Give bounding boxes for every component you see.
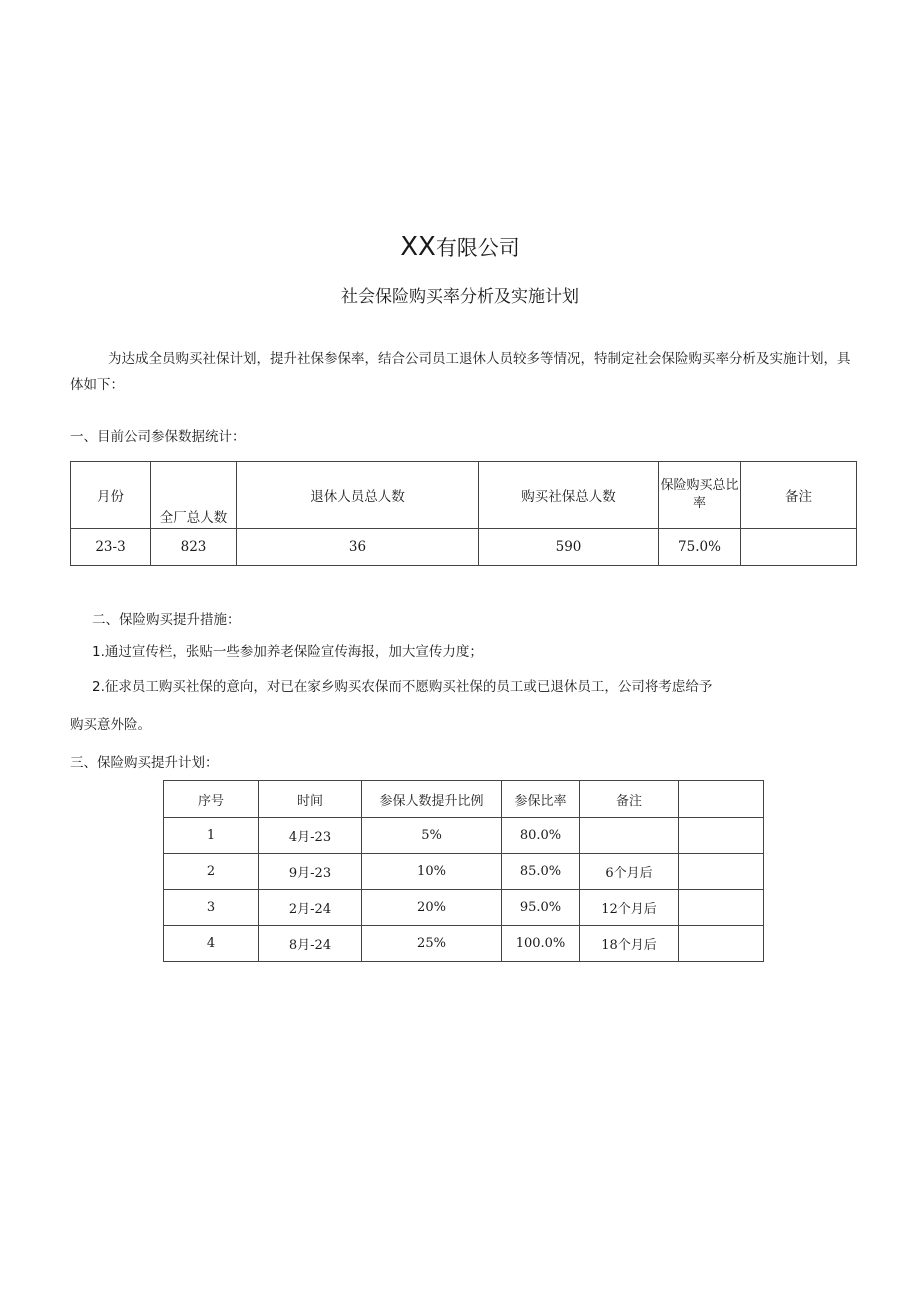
col-header-remarks: 备注 (741, 462, 857, 529)
cell-time: 8月-24 (259, 926, 362, 962)
table-row (164, 854, 764, 890)
col-header-increase-ratio: 参保人数提升比例 (362, 781, 502, 818)
table-row (164, 926, 764, 962)
col-header-blank (679, 781, 764, 818)
cell-insured-rate: 80.0% (502, 818, 580, 854)
section1-heading: 一、目前公司参保数据统计： (70, 429, 246, 445)
cell-remarks (580, 818, 679, 854)
table-row (71, 529, 857, 566)
col-header-month: 月份 (71, 462, 151, 529)
document-title (0, 232, 920, 262)
cell-increase-ratio: 5% (362, 818, 502, 854)
cell-insured-count: 590 (479, 529, 659, 566)
table-header-row (71, 462, 857, 529)
col-header-time: 时间 (259, 781, 362, 818)
cell-month: 23-3 (71, 529, 151, 566)
company-prefix: XX (400, 232, 436, 262)
col-header-remarks: 备注 (580, 781, 679, 818)
document-subtitle: 社会保险购买率分析及实施计划 (341, 287, 579, 307)
cell-increase-ratio: 20% (362, 890, 502, 926)
company-suffix: 有限公司 (435, 236, 520, 260)
measure-item-1: 1.通过宣传栏，张贴一些参加养老保险宣传海报，加大宣传力度； (92, 644, 483, 660)
cell-insured-rate: 95.0% (502, 890, 580, 926)
cell-blank (679, 926, 764, 962)
cell-insured-rate: 100.0% (502, 926, 580, 962)
cell-blank (679, 818, 764, 854)
col-header-index: 序号 (164, 781, 259, 818)
col-header-retired-count: 退休人员总人数 (237, 462, 479, 529)
cell-blank (679, 890, 764, 926)
cell-remarks: 12个月后 (580, 890, 679, 926)
cell-increase-ratio: 25% (362, 926, 502, 962)
intro-paragraph: 为达成全员购买社保计划，提升社保参保率，结合公司员工退休人员较多等情况，特制定社会保险购买率分析及实施计划，具体如下： (70, 351, 851, 393)
cell-blank (679, 854, 764, 890)
insurance-stats-table (70, 461, 857, 566)
section2-heading: 二、保险购买提升措施： (92, 612, 241, 628)
cell-insured-rate: 85.0% (502, 854, 580, 890)
improvement-plan-table (163, 780, 764, 962)
cell-index: 3 (164, 890, 259, 926)
cell-time: 4月-23 (259, 818, 362, 854)
col-header-insured-ratio: 保险购买总比率 (659, 462, 741, 529)
section3-heading: 三、保险购买提升计划： (70, 755, 219, 771)
measure-item-2-continuation: 购买意外险。 (70, 717, 151, 733)
cell-time: 2月-24 (259, 890, 362, 926)
cell-retired-count: 36 (237, 529, 479, 566)
table-row (164, 818, 764, 854)
col-header-insured-count: 购买社保总人数 (479, 462, 659, 529)
cell-index: 2 (164, 854, 259, 890)
table-row (164, 890, 764, 926)
measure-item-2: 2.征求员工购买社保的意向，对已在家乡购买农保而不愿购买社保的员工或已退休员工，公司将考虑给予 (92, 679, 713, 695)
cell-increase-ratio: 10% (362, 854, 502, 890)
cell-total-staff: 823 (151, 529, 237, 566)
table-header-row (164, 781, 764, 818)
cell-remarks: 18个月后 (580, 926, 679, 962)
col-header-insured-rate: 参保比率 (502, 781, 580, 818)
cell-index: 1 (164, 818, 259, 854)
cell-time: 9月-23 (259, 854, 362, 890)
cell-remarks (741, 529, 857, 566)
cell-remarks: 6个月后 (580, 854, 679, 890)
cell-index: 4 (164, 926, 259, 962)
col-header-total-staff: 全厂总人数 (151, 462, 237, 529)
cell-insured-ratio: 75.0% (659, 529, 741, 566)
